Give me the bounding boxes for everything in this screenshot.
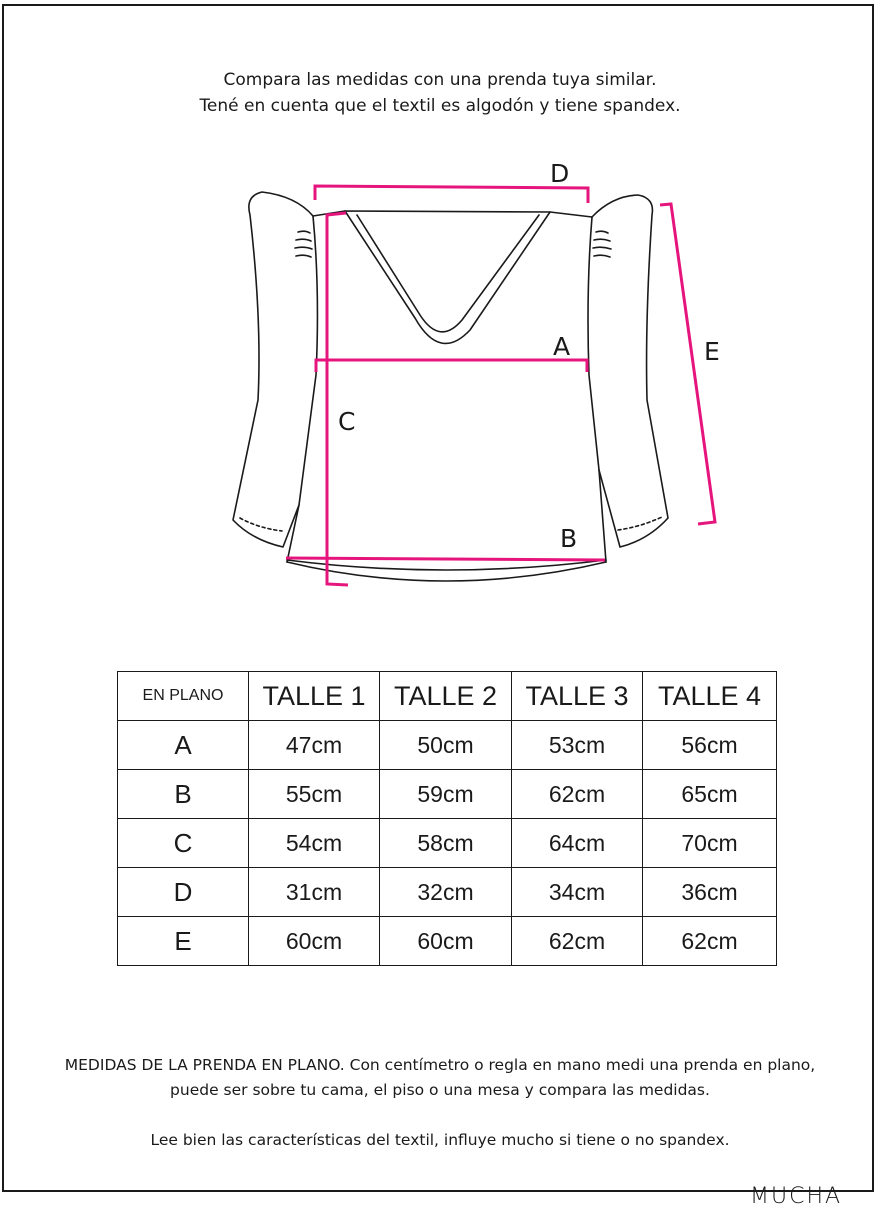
table-row (118, 868, 777, 917)
fabric-note (0, 1128, 880, 1153)
instructions-line-2: puede ser sobre tu cama, el piso o una mesa y compara las medidas. (170, 1081, 710, 1099)
table-cell: 70cm (643, 819, 777, 868)
header-talle-2: TALLE 2 (380, 672, 512, 721)
measure-a-line (316, 360, 587, 372)
table-row (118, 721, 777, 770)
intro-line-2: Tené en cuenta que el textil es algodón y tiene spandex. (199, 96, 681, 116)
table-cell: 60cm (380, 917, 512, 966)
row-label: B (118, 770, 249, 819)
table-cell: 59cm (380, 770, 512, 819)
brand-logo: MUCHA (750, 1184, 843, 1209)
table-cell: 47cm (249, 721, 380, 770)
measure-d-line (315, 186, 588, 203)
table-cell: 31cm (249, 868, 380, 917)
table-cell: 62cm (643, 917, 777, 966)
row-label: A (118, 721, 249, 770)
header-talle-4: TALLE 4 (643, 672, 777, 721)
size-table (117, 671, 777, 966)
table-corner-cell: EN PLANO (118, 672, 249, 721)
row-label: C (118, 819, 249, 868)
table-row (118, 770, 777, 819)
table-cell: 50cm (380, 721, 512, 770)
row-label: D (118, 868, 249, 917)
table-row (118, 917, 777, 966)
table-cell: 62cm (512, 917, 643, 966)
measure-instructions (0, 1053, 880, 1103)
garment-outline (233, 192, 668, 581)
table-cell: 34cm (512, 868, 643, 917)
table-cell: 53cm (512, 721, 643, 770)
header-talle-3: TALLE 3 (512, 672, 643, 721)
table-cell: 32cm (380, 868, 512, 917)
measure-b-line (286, 558, 605, 560)
header-talle-1: TALLE 1 (249, 672, 380, 721)
table-cell: 58cm (380, 819, 512, 868)
measure-c-line (327, 213, 348, 585)
table-cell: 55cm (249, 770, 380, 819)
fabric-note-line: Lee bien las características del textil, influye mucho si tiene o no spandex. (150, 1131, 730, 1149)
label-c: C (338, 407, 356, 436)
label-a: A (553, 332, 571, 361)
table-cell: 60cm (249, 917, 380, 966)
table-cell: 62cm (512, 770, 643, 819)
table-cell: 65cm (643, 770, 777, 819)
table-cell: 64cm (512, 819, 643, 868)
intro-line-1: Compara las medidas con una prenda tuya similar. (223, 70, 657, 90)
label-e: E (704, 337, 720, 366)
row-label: E (118, 917, 249, 966)
label-d: D (550, 159, 570, 188)
instructions-line-1: MEDIDAS DE LA PRENDA EN PLANO. Con centímetro o regla en mano medi una prenda en plano, (64, 1056, 816, 1074)
table-cell: 54cm (249, 819, 380, 868)
table-header-row (118, 672, 777, 721)
table-cell: 36cm (643, 868, 777, 917)
table-cell: 56cm (643, 721, 777, 770)
label-b: B (560, 524, 578, 553)
table-row (118, 819, 777, 868)
